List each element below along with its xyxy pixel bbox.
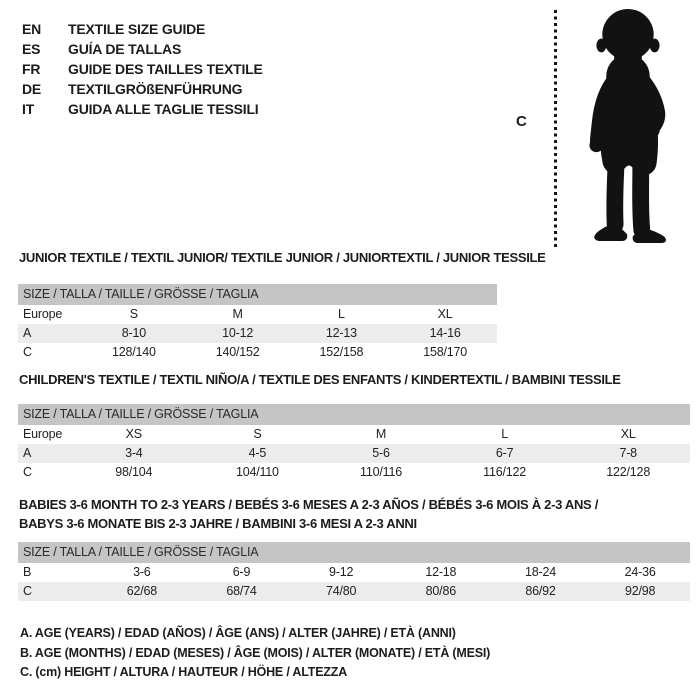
size-cell: XS [125,427,142,441]
age-cell: 12-13 [325,326,357,340]
language-title-es: GUÍA DE TALLAS [68,41,182,57]
children-size-table [18,404,690,482]
table-row [18,343,497,362]
height-measure-label: C [516,113,527,130]
age-cell: 9-12 [329,565,354,579]
language-code-it: IT [22,101,35,117]
age-cell: 8-10 [121,326,146,340]
age-cell: 4-5 [248,446,267,460]
height-cell: 104/110 [235,465,279,479]
language-title-en: TEXTILE SIZE GUIDE [68,21,206,37]
row-label: Europe [23,307,63,321]
height-dotted-line [554,10,557,247]
age-cell: 5-6 [372,446,390,460]
row-label: A [23,446,32,460]
language-row-en [22,19,263,39]
language-row-de [22,79,263,99]
table-row [18,463,690,482]
age-cell: 18-24 [525,565,556,579]
height-cell: 140/152 [215,345,260,359]
section-title-babies [19,496,619,533]
row-label: Europe [23,427,63,441]
size-cell: M [232,307,243,321]
height-cell: 98/104 [115,465,153,479]
size-cell: S [253,427,262,441]
height-cell: 92/98 [625,584,656,598]
height-cell: 110/116 [360,465,402,479]
table-row [18,305,497,324]
height-cell: 74/80 [326,584,357,598]
height-cell: 116/122 [483,465,527,479]
size-cell: L [337,307,345,321]
size-header-bar: SIZE / TALLA / TAILLE / GRÖSSE / TAGLIA [18,284,497,305]
row-label: A [23,326,32,340]
language-code-de: DE [22,81,42,97]
age-cell: 3-4 [125,446,143,460]
height-cell: 62/68 [126,584,157,598]
table-row [18,324,497,343]
height-cell: 68/74 [226,584,257,598]
language-code-es: ES [22,41,41,57]
age-cell: 12-18 [425,565,457,579]
section-title-junior: JUNIOR TEXTILE / TEXTIL JUNIOR/ TEXTILE JUNIOR / JUNIORTEXTIL / JUNIOR TESSILE [19,250,546,265]
language-row-fr [22,59,263,79]
size-cell: M [375,427,387,441]
height-cell: 122/128 [606,465,651,479]
height-cell: 152/158 [319,345,364,359]
height-cell: 80/86 [425,584,456,598]
legend-line-b: B. AGE (MONTHS) / EDAD (MESES) / ÂGE (MOIS) / ALTER (MONATE) / ETÀ (MESI) [20,645,491,660]
language-row-it [22,99,263,119]
size-cell: S [129,307,138,321]
toddler-silhouette-icon [558,5,695,246]
legend-line-c: C. (cm) HEIGHT / ALTURA / HAUTEUR / HÖHE / ALTEZZA [20,665,348,679]
language-code-fr: FR [22,61,41,77]
age-cell: 24-36 [624,565,656,579]
table-row [18,425,690,444]
size-cell: L [501,427,508,441]
age-cell: 14-16 [429,326,461,340]
language-title-de: TEXTILGRÖßENFÜHRUNG [68,81,243,97]
age-cell: 7-8 [619,446,637,460]
height-cell: 86/92 [525,584,556,598]
age-cell: 6-7 [495,446,514,460]
row-label: C [23,584,32,598]
table-row [18,582,690,601]
size-cell: XL [620,427,636,441]
size-header-bar: SIZE / TALLA / TAILLE / GRÖSSE / TAGLIA [18,542,690,563]
section-title-babies-line1: BABIES 3-6 MONTH TO 2-3 YEARS / BEBÉS 3-6 MESES A 2-3 AÑOS / BÉBÉS 3-6 MOIS À 2-3 ANS / [19,497,599,512]
babies-size-table [18,542,690,601]
section-title-children: CHILDREN'S TEXTILE / TEXTIL NIÑO/A / TEXTILE DES ENFANTS / KINDERTEXTIL / BAMBINI TESSILE [19,372,621,387]
row-label: C [23,465,32,479]
age-cell: 3-6 [133,565,151,579]
language-title-list [22,19,263,119]
toddler-figure [505,0,700,260]
language-code-en: EN [22,21,42,37]
language-title-fr: GUIDE DES TAILLES TEXTILE [68,61,263,77]
language-title-it: GUIDA ALLE TAGLIE TESSILI [68,101,259,117]
table-row [18,563,690,582]
row-label: C [23,345,32,359]
measure-legend [20,624,490,683]
language-row-es [22,39,263,59]
table-row [18,444,690,463]
row-label: B [23,565,32,579]
junior-size-table [18,284,497,362]
age-cell: 10-12 [222,326,254,340]
age-cell: 6-9 [232,565,251,579]
height-cell: 128/140 [111,345,156,359]
section-title-babies-line2: BABYS 3-6 MONATE BIS 2-3 JAHRE / BAMBINI 3-6 MESI A 2-3 ANNI [19,515,417,531]
size-cell: XL [437,307,453,321]
size-header-bar: SIZE / TALLA / TAILLE / GRÖSSE / TAGLIA [18,404,690,425]
legend-line-a: A. AGE (YEARS) / EDAD (AÑOS) / ÂGE (ANS) / ALTER (JAHRE) / ETÀ (ANNI) [20,626,456,640]
height-cell: 158/170 [423,345,468,359]
